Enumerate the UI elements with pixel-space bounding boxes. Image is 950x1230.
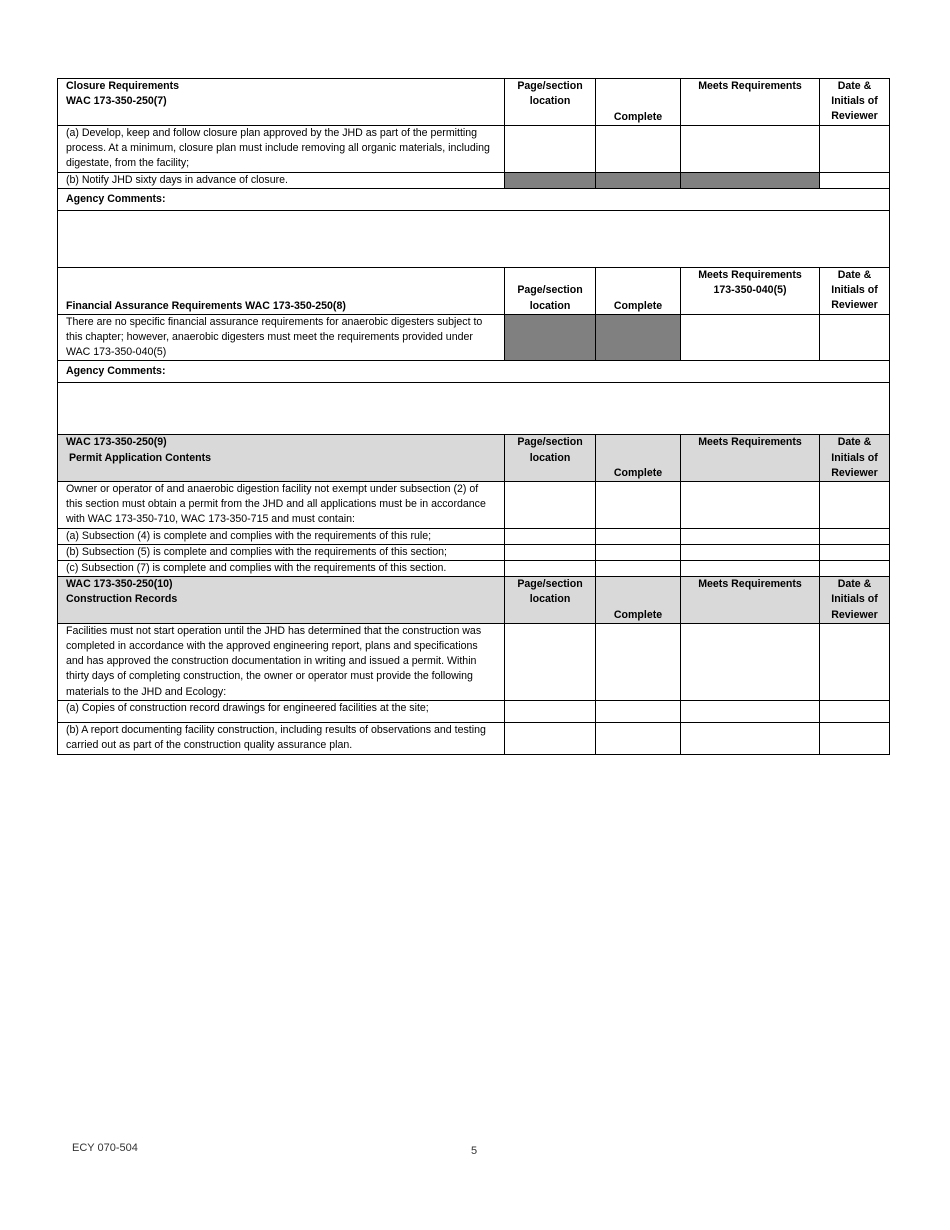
- construction-title-line1: WAC 173-350-250(10): [66, 578, 173, 591]
- permit-row-a: (a) Subsection (4) is complete and complies with the requirements of this rule;: [58, 528, 505, 544]
- construction-col-date: Date & Initials of Reviewer: [820, 577, 890, 624]
- table-row: [58, 722, 890, 754]
- meets-cell[interactable]: [681, 623, 820, 700]
- permit-col-meets: Meets Requirements: [681, 435, 820, 482]
- shaded-cell: [505, 172, 596, 188]
- permit-title: [58, 435, 505, 482]
- page-number: 5: [471, 1145, 478, 1157]
- meets-cell[interactable]: [681, 528, 820, 544]
- date-cell[interactable]: [820, 482, 890, 529]
- meets-cell[interactable]: [681, 561, 820, 577]
- table-row: [58, 172, 890, 188]
- table-row: [58, 544, 890, 560]
- complete-cell[interactable]: [596, 700, 681, 722]
- agency-comments-field[interactable]: [58, 210, 890, 267]
- closure-row-a: (a) Develop, keep and follow closure plan approved by the JHD as part of the permitting process. At a minimum, closure plan must include removing all organic materials, including digestate, from the facility;: [58, 126, 505, 173]
- permit-title-line2: Permit Application Contents: [66, 451, 211, 464]
- date-cell[interactable]: [820, 700, 890, 722]
- date-cell[interactable]: [820, 544, 890, 560]
- agency-comments-field[interactable]: [58, 383, 890, 435]
- date-cell[interactable]: [820, 314, 890, 361]
- page-cell[interactable]: [505, 561, 596, 577]
- date-cell[interactable]: [820, 528, 890, 544]
- date-cell[interactable]: [820, 561, 890, 577]
- construction-title: [58, 577, 505, 624]
- permit-row-c: (c) Subsection (7) is complete and complies with the requirements of this section.: [58, 561, 505, 577]
- page-cell[interactable]: [505, 482, 596, 529]
- permit-row-b: (b) Subsection (5) is complete and complies with the requirements of this section;: [58, 544, 505, 560]
- financial-col-page: Page/section location: [505, 267, 596, 314]
- complete-cell[interactable]: [596, 561, 681, 577]
- agency-comments-label: Agency Comments:: [58, 361, 890, 383]
- closure-title-line1: Closure Requirements: [66, 80, 180, 92]
- closure-col-meets: Meets Requirements: [681, 79, 820, 126]
- page-cell[interactable]: [505, 528, 596, 544]
- financial-col-date: Date & Initials of Reviewer: [820, 267, 890, 314]
- date-cell[interactable]: [820, 623, 890, 700]
- construction-col-meets: Meets Requirements: [681, 577, 820, 624]
- meets-cell[interactable]: [681, 700, 820, 722]
- closure-title-line2: WAC 173-350-250(7): [66, 95, 167, 108]
- financial-comments-label-row: [58, 361, 890, 383]
- construction-col-page: Page/section location: [505, 577, 596, 624]
- permit-header-row: [58, 435, 890, 482]
- meets-cell[interactable]: [681, 126, 820, 173]
- closure-col-complete: Complete: [596, 79, 681, 126]
- financial-comments-area: [58, 383, 890, 435]
- closure-title: [58, 79, 505, 126]
- meets-cell[interactable]: [681, 544, 820, 560]
- complete-cell[interactable]: [596, 126, 681, 173]
- agency-comments-label: Agency Comments:: [58, 188, 890, 210]
- page-cell[interactable]: [505, 722, 596, 754]
- closure-comments-label-row: [58, 188, 890, 210]
- review-checklist-table: [57, 78, 890, 755]
- permit-col-page: Page/section location: [505, 435, 596, 482]
- complete-cell[interactable]: [596, 544, 681, 560]
- date-cell[interactable]: [820, 126, 890, 173]
- financial-title: Financial Assurance Requirements WAC 173-350-250(8): [58, 267, 505, 314]
- complete-cell[interactable]: [596, 482, 681, 529]
- construction-header-row: [58, 577, 890, 624]
- complete-cell[interactable]: [596, 722, 681, 754]
- meets-cell[interactable]: [681, 722, 820, 754]
- shaded-cell: [681, 172, 820, 188]
- financial-header-row: [58, 267, 890, 314]
- construction-col-complete: Complete: [596, 577, 681, 624]
- date-cell[interactable]: [820, 172, 890, 188]
- financial-col-complete: Complete: [596, 267, 681, 314]
- shaded-cell: [596, 172, 681, 188]
- table-row: [58, 700, 890, 722]
- table-row: [58, 561, 890, 577]
- shaded-cell: [505, 314, 596, 361]
- closure-comments-area: [58, 210, 890, 267]
- permit-row-intro: Owner or operator of and anaerobic digestion facility not exempt under subsection (2) of this section must obtain a permit from the JHD and all applications must be in accordance with WAC 173-350-710, WAC 173-350-715 and must contain:: [58, 482, 505, 529]
- construction-row-a: (a) Copies of construction record drawings for engineered facilities at the site;: [58, 700, 505, 722]
- page-cell[interactable]: [505, 700, 596, 722]
- construction-row-intro: Facilities must not start operation until the JHD has determined that the construction was completed in accordance with the approved engineering report, plans and specifications and has approved the construction documentation in writing and issued a permit. Within thirty days of completing construction, the owner or operator must provide the following materials to the JHD and Ecology:: [58, 623, 505, 700]
- permit-col-date: Date & Initials of Reviewer: [820, 435, 890, 482]
- shaded-cell: [596, 314, 681, 361]
- construction-row-b: (b) A report documenting facility construction, including results of observations and testing carried out as part of the construction quality assurance plan.: [58, 722, 505, 754]
- complete-cell[interactable]: [596, 528, 681, 544]
- closure-header-row: [58, 79, 890, 126]
- permit-title-line1: WAC 173-350-250(9): [66, 436, 167, 449]
- meets-cell[interactable]: [681, 314, 820, 361]
- financial-row: There are no specific financial assurance requirements for anaerobic digesters subject to this chapter; however, anaerobic digesters must meet the requirements provided under WAC 173-350-040(5): [58, 314, 505, 361]
- page-cell[interactable]: [505, 126, 596, 173]
- table-row: [58, 314, 890, 361]
- table-row: [58, 482, 890, 529]
- construction-title-line2: Construction Records: [66, 593, 178, 606]
- page-cell[interactable]: [505, 544, 596, 560]
- closure-col-page: Page/section location: [505, 79, 596, 126]
- table-row: [58, 623, 890, 700]
- complete-cell[interactable]: [596, 623, 681, 700]
- page-cell[interactable]: [505, 623, 596, 700]
- table-row: [58, 528, 890, 544]
- closure-row-b: (b) Notify JHD sixty days in advance of closure.: [58, 172, 505, 188]
- closure-col-date: Date & Initials of Reviewer: [820, 79, 890, 126]
- meets-cell[interactable]: [681, 482, 820, 529]
- table-row: [58, 126, 890, 173]
- date-cell[interactable]: [820, 722, 890, 754]
- form-number: ECY 070-504: [72, 1142, 138, 1154]
- financial-col-meets: Meets Requirements 173-350-040(5): [681, 267, 820, 314]
- permit-col-complete: Complete: [596, 435, 681, 482]
